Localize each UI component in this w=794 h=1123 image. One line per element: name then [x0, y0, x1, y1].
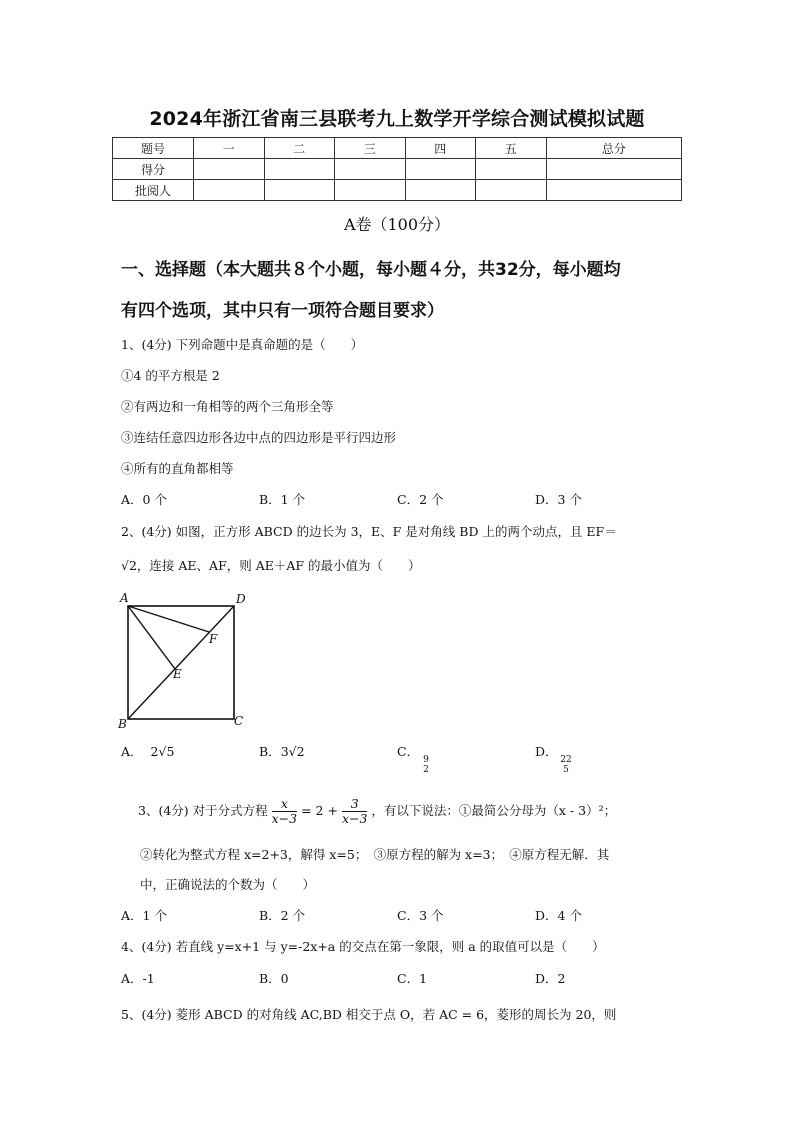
q2-option-d[interactable] — [535, 742, 558, 760]
score-cell[interactable] — [405, 159, 476, 180]
option-label: C． — [397, 744, 420, 759]
q1-item: ②有两边和一角相等的两个三角形全等 — [121, 399, 334, 414]
table-cell: 五 — [476, 138, 547, 159]
option-label: D． — [535, 744, 558, 759]
question-3-prefix: 3、(4分) 对于分式方程 — [138, 803, 268, 818]
fraction-denominator: 5 — [563, 765, 569, 775]
segment-af — [128, 606, 209, 632]
q1-item: ③连结任意四边形各边中点的四边形是平行四边形 — [121, 430, 397, 445]
question-3-stem-line3: 中，正确说法的个数为（ ） — [140, 877, 316, 892]
table-cell: 一 — [194, 138, 265, 159]
q1-option-a[interactable]: A．0 个 — [121, 492, 167, 507]
section-heading-line1: 一、选择题（本大题共８个小题，每小题４分，共32分，每小题均 — [121, 260, 621, 280]
score-table-row — [113, 180, 682, 201]
fraction-numerator: 9 — [423, 755, 429, 765]
q1-option-c[interactable]: C．2 个 — [397, 492, 444, 507]
score-cell[interactable] — [476, 159, 547, 180]
question-4-stem: 4、(4分) 若直线 y=x+1 与 y=-2x+a 的交点在第一象限，则 a 的取值可以是（ ） — [121, 939, 605, 954]
question-3-suffix: ，有以下说法：①最简公分母为（x - 3）²； — [371, 803, 617, 818]
q3-option-b[interactable]: B．2 个 — [259, 908, 306, 923]
q4-option-d[interactable]: D．2 — [535, 971, 566, 986]
option-value: 3√2 — [280, 744, 305, 759]
equation-middle: = 2 + — [301, 803, 338, 818]
question-3-stem-line2: ②转化为整式方程 x=2+3，解得 x=5； ③原方程的解为 x=3； ④原方程无解．其 — [140, 847, 610, 862]
q3-option-c[interactable]: C．3 个 — [397, 908, 444, 923]
table-cell: 二 — [264, 138, 335, 159]
q1-option-b[interactable]: B．1 个 — [259, 492, 306, 507]
question-3-stem-line1 — [138, 797, 616, 826]
fraction-numerator: 3 — [342, 797, 367, 812]
fraction-denominator: x−3 — [271, 811, 298, 826]
section-heading-line2: 有四个选项，其中只有一项符合题目要求） — [121, 301, 444, 321]
label-a: A — [120, 591, 129, 605]
question-5-stem: 5、(4分) 菱形 ABCD 的对角线 AC,BD 相交于点 O，若 AC = 6，菱形的周长为 20，则 — [121, 1007, 617, 1022]
table-cell: 批阅人 — [113, 180, 194, 201]
square-figure — [112, 588, 262, 733]
table-cell: 四 — [405, 138, 476, 159]
table-cell: 总分 — [546, 138, 682, 159]
volume-heading: A卷（100分） — [343, 215, 451, 234]
score-cell[interactable] — [335, 180, 406, 201]
q3-option-d[interactable]: D．4 个 — [535, 908, 582, 923]
q2-option-d-fraction — [559, 755, 573, 775]
label-d: D — [236, 592, 246, 606]
q3-option-a[interactable]: A．1 个 — [121, 908, 167, 923]
table-cell: 得分 — [113, 159, 194, 180]
score-cell[interactable] — [546, 159, 682, 180]
q4-option-a[interactable]: A．-1 — [121, 971, 155, 986]
q1-item: ④所有的直角都相等 — [121, 461, 234, 476]
fraction-denominator: x−3 — [341, 811, 368, 826]
question-2-stem-text: ，连接 AE、AF，则 AE＋AF 的最小值为（ ） — [136, 558, 421, 573]
question-2-stem-line2 — [121, 556, 421, 574]
score-cell[interactable] — [476, 180, 547, 201]
score-table-header-row — [113, 138, 682, 159]
q2-option-c[interactable] — [397, 742, 419, 760]
q1-option-d[interactable]: D．3 个 — [535, 492, 582, 507]
fraction-denominator: 2 — [423, 765, 429, 775]
label-c: C — [234, 714, 244, 728]
score-cell[interactable] — [335, 159, 406, 180]
fraction-numerator: x — [272, 797, 297, 812]
segment-ae — [128, 606, 175, 669]
option-label: B． — [259, 744, 281, 759]
table-cell: 题号 — [113, 138, 194, 159]
score-cell[interactable] — [264, 159, 335, 180]
score-table-row — [113, 159, 682, 180]
q2-option-b[interactable] — [259, 742, 305, 760]
question-1-stem: 1、(4分) 下列命题中是真命题的是（ ） — [121, 337, 364, 352]
exam-title: 2024年浙江省南三县联考九上数学开学综合测试模拟试题 — [149, 108, 645, 130]
option-value: 2√5 — [150, 744, 175, 759]
table-cell: 三 — [335, 138, 406, 159]
score-cell[interactable] — [194, 159, 265, 180]
label-b: B — [118, 717, 127, 731]
score-cell[interactable] — [194, 180, 265, 201]
q2-option-c-fraction — [421, 755, 431, 775]
label-f: F — [209, 632, 218, 646]
question-2-stem-line1: 2、(4分) 如图，正方形 ABCD 的边长为 3，E、F 是对角线 BD 上的两个动点，且 EF＝ — [121, 524, 617, 539]
score-cell[interactable] — [405, 180, 476, 201]
fraction-numerator: 22 — [560, 755, 572, 765]
option-label: A． — [121, 744, 143, 759]
score-cell[interactable] — [264, 180, 335, 201]
score-table — [112, 137, 682, 201]
score-cell[interactable] — [546, 180, 682, 201]
q1-item: ①4 的平方根是 2 — [121, 368, 220, 383]
q2-option-a[interactable] — [121, 742, 174, 760]
q4-option-c[interactable]: C．1 — [397, 971, 428, 986]
fraction-rhs — [342, 797, 367, 826]
fraction-lhs — [272, 797, 297, 826]
q4-option-b[interactable]: B．0 — [259, 971, 289, 986]
sqrt-expression: √2 — [121, 558, 137, 573]
label-e: E — [173, 667, 182, 681]
